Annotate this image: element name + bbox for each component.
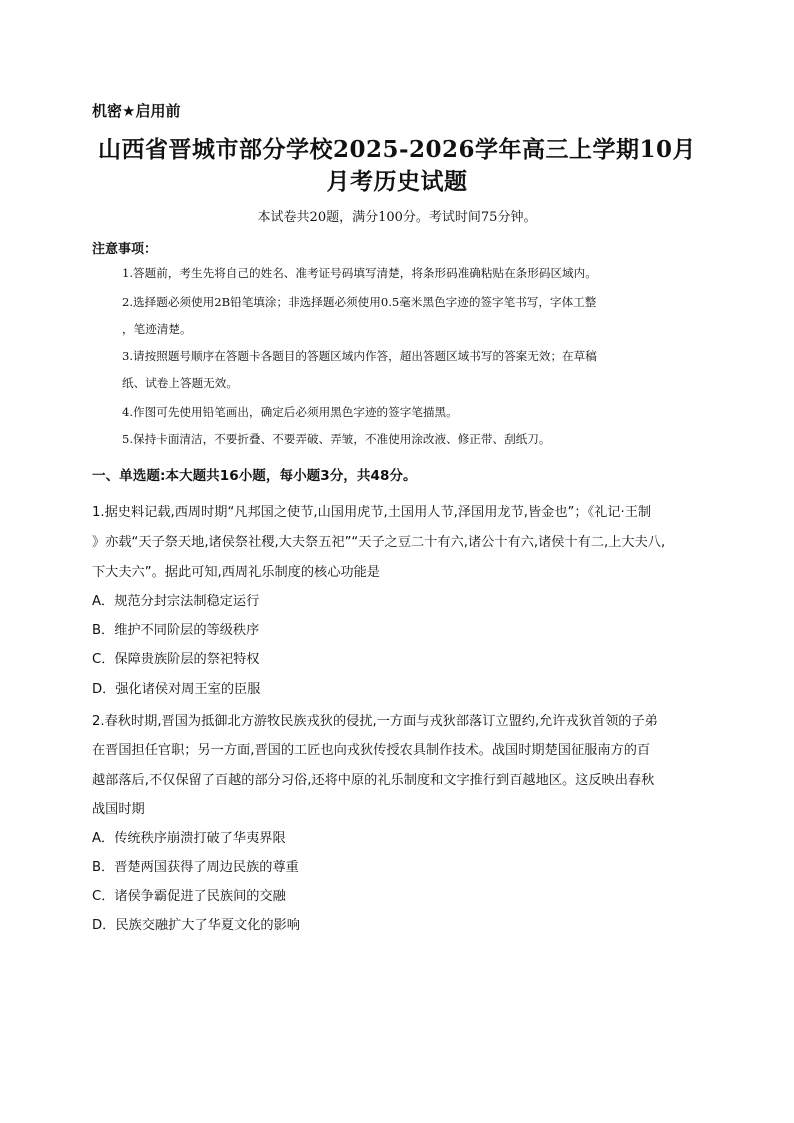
- q2-stem-line4: 战国时期: [92, 802, 145, 817]
- q2-stem-line3: 越部落后,不仅保留了百越的部分习俗,还将中原的礼乐制度和文字推行到百越地区。这反映出春秋: [92, 773, 655, 788]
- note-4: 4.作图可先使用铅笔画出，确定后必须用黑色字迹的签字笔描黑。: [122, 405, 458, 419]
- confidential-label: 机密★启用前: [92, 102, 181, 120]
- q1-stem-line1: 1.据史料记载,西周时期“凡邦国之使节,山国用虎节,土国用人节,泽国用龙节,皆金也”；《礼记·王制: [92, 505, 652, 520]
- exam-title-line2: 月考历史试题: [326, 168, 468, 195]
- notes-heading: 注意事项：: [92, 242, 158, 257]
- q2-option-b: B．晋楚两国获得了周边民族的尊重: [92, 860, 299, 875]
- q2-stem-line2: 在晋国担任官职；另一方面,晋国的工匠也向戎狄传授农具制作技术。战国时期楚国征服南方的百: [92, 743, 651, 758]
- q1-option-b: B．维护不同阶层的等级秩序: [92, 623, 260, 638]
- note-1: 1.答题前，考生先将自己的姓名、准考证号码填写清楚，将条形码准确粘贴在条形码区域内。: [122, 266, 597, 280]
- note-3-cont: 纸、试卷上答题无效。: [122, 376, 238, 390]
- q1-stem-line2: 》亦载“天子祭天地,诸侯祭社稷,大夫祭五祀”“天子之豆二十有六,诸公十有六,诸侯十有二,上大夫八,: [92, 535, 666, 550]
- section-heading: 一、单选题:本大题共16小题，每小题3分，共48分。: [92, 468, 417, 484]
- q2-stem-line1: 2.春秋时期,晋国为抵御北方游牧民族戎狄的侵扰,一方面与戎狄部落订立盟约,允许戎狄首领的子弟: [92, 714, 658, 729]
- q2-option-a: A．传统秩序崩溃打破了华夷界限: [92, 831, 286, 846]
- q2-option-c: C．诸侯争霸促进了民族间的交融: [92, 889, 286, 904]
- note-2: 2.选择题必须使用2B铅笔填涂；非选择题必须使用0.5毫米黑色字迹的签字笔书写，字体工整: [122, 295, 597, 309]
- q1-option-a: A．规范分封宗法制稳定运行: [92, 594, 260, 609]
- note-3: 3.请按照题号顺序在答题卡各题目的答题区域内作答，超出答题区域书写的答案无效；在草稿: [122, 349, 597, 363]
- q1-option-d: D．强化诸侯对周王室的臣服: [92, 682, 261, 697]
- note-5: 5.保持卡面清洁，不要折叠、不要弄破、弄皱，不准使用涂改液、修正带、刮纸刀。: [122, 432, 551, 446]
- q1-option-c: C．保障贵族阶层的祭祀特权: [92, 652, 260, 667]
- q2-option-d: D．民族交融扩大了华夏文化的影响: [92, 918, 300, 933]
- exam-title-line1: 山西省晋城市部分学校2025-2026学年高三上学期10月: [97, 136, 697, 163]
- note-2-cont: ，笔迹清楚。: [122, 322, 192, 336]
- q1-stem-line3: 下大夫六”。据此可知,西周礼乐制度的核心功能是: [92, 565, 380, 580]
- exam-info: 本试卷共20题，满分100分。考试时间75分钟。: [257, 210, 537, 225]
